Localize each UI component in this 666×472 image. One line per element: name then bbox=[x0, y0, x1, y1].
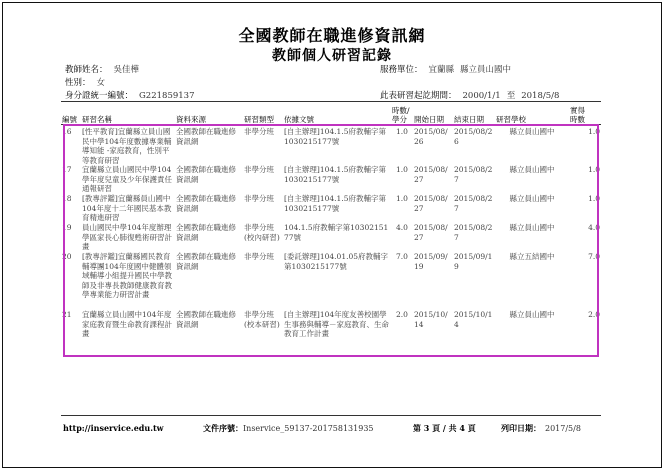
footer-page-number: 第 3 頁 / 共 4 頁 bbox=[413, 423, 476, 433]
id-number-field bbox=[65, 89, 194, 101]
cell-actual: 1.0 bbox=[588, 165, 600, 174]
cell-school: 縣立員山國中 bbox=[509, 127, 555, 136]
record-period-to: 至 bbox=[506, 91, 516, 101]
cell-start: 2015/10/14 bbox=[414, 310, 448, 329]
table-row bbox=[61, 127, 601, 165]
cell-hours: 2.0 bbox=[396, 310, 408, 319]
service-unit-county: 宜蘭縣 bbox=[428, 65, 455, 75]
cell-school: 縣立員山國中 bbox=[509, 310, 555, 319]
cell-type: 非學分班 bbox=[244, 165, 274, 174]
cell-name: 員山國民中學104年度辦理學區家長心肺復甦術研習計畫 bbox=[82, 223, 172, 251]
teacher-name-value: 吳佳樺 bbox=[113, 65, 140, 75]
cell-source: 全國教師在職進修資訊網 bbox=[176, 310, 236, 329]
table-row bbox=[61, 194, 601, 223]
column-header-actual bbox=[569, 104, 601, 124]
cell-source: 全國教師在職進修資訊網 bbox=[176, 252, 236, 271]
cell-actual: 4.0 bbox=[588, 223, 600, 232]
teacher-name-label: 教師姓名： bbox=[65, 65, 108, 75]
cell-school: 縣立員山國中 bbox=[509, 194, 555, 203]
footer-rule bbox=[61, 415, 601, 416]
cell-type: 非學分班(校內研習) bbox=[244, 223, 280, 242]
cell-source: 全國教師在職進修資訊網 bbox=[176, 194, 236, 213]
record-period-start: 2000/1/1 bbox=[462, 91, 501, 101]
cell-no: 21 bbox=[62, 310, 72, 319]
footer-doc-value: Inservice_59137-201758131935 bbox=[243, 424, 374, 433]
cell-hours: 4.0 bbox=[396, 223, 408, 232]
column-header-type: 研習類型 bbox=[244, 115, 274, 124]
cell-actual: 7.0 bbox=[588, 252, 600, 261]
cell-doc: [自主辦理]104.1.5府教輔字第1030215177號 bbox=[284, 165, 386, 184]
cell-start: 2015/08/26 bbox=[414, 127, 448, 146]
cell-actual: 1.0 bbox=[588, 194, 600, 203]
cell-no: 16 bbox=[62, 127, 72, 136]
cell-actual: 1.0 bbox=[588, 127, 600, 136]
cell-start: 2015/08/27 bbox=[414, 194, 448, 213]
column-header-source: 資料來源 bbox=[176, 115, 206, 124]
gender-label: 性別： bbox=[65, 78, 91, 88]
gender-value: 女 bbox=[96, 78, 106, 88]
cell-doc: [自主辦理]104.1.5府教輔字第1030215177號 bbox=[284, 127, 386, 146]
table-row bbox=[61, 165, 601, 194]
service-unit-field bbox=[380, 63, 511, 75]
service-unit-school: 縣立員山國中 bbox=[460, 65, 512, 75]
cell-source: 全國教師在職進修資訊網 bbox=[176, 165, 236, 184]
cell-no: 20 bbox=[62, 252, 72, 261]
cell-end: 2015/08/27 bbox=[454, 165, 493, 184]
cell-type: 非學分班(校本研習) bbox=[244, 310, 280, 329]
column-header-actual-line1: 實得 bbox=[570, 106, 585, 115]
cell-source: 全國教師在職進修資訊網 bbox=[176, 127, 236, 146]
column-header-no: 編號 bbox=[62, 115, 77, 124]
record-page bbox=[2, 2, 662, 468]
cell-start: 2015/08/27 bbox=[414, 223, 448, 242]
column-header-actual-line2: 時數 bbox=[570, 115, 585, 124]
footer-doc-label: 文件序號： bbox=[203, 423, 243, 433]
gender-field bbox=[65, 76, 105, 88]
footer-print-label: 列印日期： bbox=[501, 423, 541, 433]
cell-no: 17 bbox=[62, 165, 72, 174]
records-table-header bbox=[61, 104, 601, 124]
cell-type: 非學分班 bbox=[244, 194, 274, 203]
column-header-name: 研習名稱 bbox=[82, 115, 112, 124]
teacher-name-field bbox=[65, 63, 139, 75]
cell-hours: 1.0 bbox=[396, 194, 408, 203]
cell-name: [性平教育]宜蘭縣立員山國民中學104年度數據專業輔導知能 -家庭教育，性別平等教育研習 bbox=[82, 127, 172, 165]
cell-end: 2015/08/27 bbox=[454, 223, 493, 242]
cell-start: 2015/09/19 bbox=[414, 252, 448, 271]
record-period-end: 2018/5/8 bbox=[521, 91, 560, 101]
cell-hours: 1.0 bbox=[396, 165, 408, 174]
cell-name: [教專評鑑]宜蘭縣國民教育輔導團104年度國中健體領域輔導小組提升國民中學教師及非專長教師健康教育教學專業能力研習計畫 bbox=[82, 252, 172, 299]
page-title: 全國教師在職進修資訊網 bbox=[238, 26, 426, 45]
column-header-hours-line2: 學分 bbox=[392, 115, 407, 124]
cell-actual: 2.0 bbox=[588, 310, 600, 319]
cell-end: 2015/10/14 bbox=[454, 310, 493, 329]
footer-doc-serial bbox=[203, 423, 374, 434]
column-header-hours bbox=[391, 104, 413, 124]
cell-doc: [自主辦理]104年度友善校園學生事務與輔導－家庭教育、生命教育工作計畫 bbox=[284, 310, 389, 338]
header-top-rule bbox=[61, 101, 601, 102]
table-row bbox=[61, 223, 601, 252]
footer-url[interactable]: http://inservice.edu.tw bbox=[63, 423, 164, 433]
cell-school: 縣立五結國中 bbox=[509, 252, 555, 261]
footer-print-value: 2017/5/8 bbox=[545, 424, 581, 433]
cell-type: 非學分班 bbox=[244, 127, 274, 136]
cell-doc: [委託辦理]104.01.05府教輔字第1030215177號 bbox=[284, 252, 389, 271]
cell-end: 2015/08/27 bbox=[454, 194, 493, 213]
column-header-doc: 依據文號 bbox=[284, 115, 314, 124]
record-period-field bbox=[380, 89, 559, 101]
footer-print-date bbox=[501, 423, 581, 434]
header-bottom-rule bbox=[61, 124, 601, 125]
page-subtitle: 教師個人研習記錄 bbox=[272, 48, 392, 64]
cell-source: 全國教師在職進修資訊網 bbox=[176, 223, 236, 242]
cell-school: 縣立員山國中 bbox=[509, 223, 555, 232]
column-header-school: 研習學校 bbox=[496, 115, 526, 124]
service-unit-label: 服務單位： bbox=[380, 65, 423, 75]
cell-school: 縣立員山國中 bbox=[509, 165, 555, 174]
cell-name: 宜蘭縣立員山國民中學104學年度兒童及少年保護責任通報研習 bbox=[82, 165, 172, 193]
table-row bbox=[61, 252, 601, 310]
column-header-hours-line1: 時數/ bbox=[392, 106, 410, 115]
cell-end: 2015/08/26 bbox=[454, 127, 493, 146]
records-table bbox=[61, 127, 601, 348]
cell-no: 19 bbox=[62, 223, 72, 232]
cell-no: 18 bbox=[62, 194, 72, 203]
cell-end: 2015/09/19 bbox=[454, 252, 493, 271]
column-header-start: 開始日期 bbox=[414, 115, 444, 124]
id-number-value: G221859137 bbox=[139, 91, 195, 101]
cell-hours: 1.0 bbox=[396, 127, 408, 136]
cell-hours: 7.0 bbox=[396, 252, 408, 261]
cell-name: 宜蘭縣立員山國中104年度家庭教育暨生命教育課程計畫 bbox=[82, 310, 172, 338]
table-row bbox=[61, 310, 601, 348]
cell-doc: 104.1.5府教輔字第1030215177號 bbox=[284, 223, 389, 242]
column-header-end: 結束日期 bbox=[454, 115, 484, 124]
cell-start: 2015/08/27 bbox=[414, 165, 448, 184]
cell-type: 非學分班 bbox=[244, 252, 274, 261]
cell-doc: [自主辦理]104.1.5府教輔字第1030215177號 bbox=[284, 194, 386, 213]
cell-name: [教專評鑑]宜蘭縣員山國中104年度十二年國民基本教育精進研習 bbox=[82, 194, 172, 222]
record-period-label: 此表研習起訖期間： bbox=[380, 91, 457, 101]
id-number-label: 身分證統一編號： bbox=[65, 91, 134, 101]
